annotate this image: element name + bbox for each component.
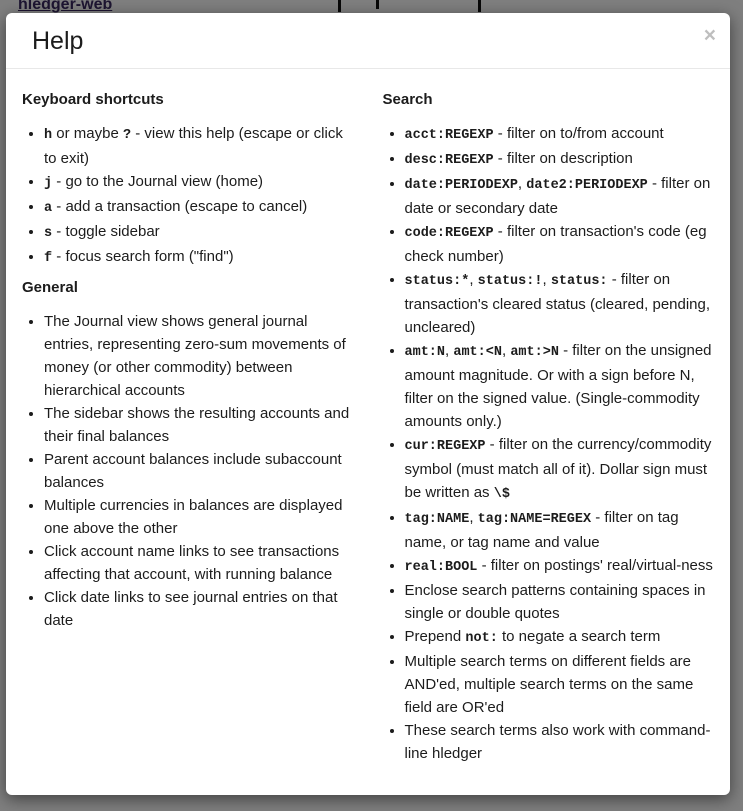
help-item xyxy=(405,268,714,339)
help-text: Multiple search terms on different fields are AND'ed, multiple search terms on the same field are OR'ed xyxy=(404,653,694,716)
code-term: status:! xyxy=(477,274,543,289)
code-term: not: xyxy=(465,631,498,646)
help-text: - view this help (escape or click to exit) xyxy=(44,125,343,167)
help-item xyxy=(405,625,714,650)
help-text: - filter on postings' real/virtual-ness xyxy=(477,557,713,574)
help-text: to negate a search term xyxy=(497,628,661,645)
help-text: , xyxy=(469,271,478,288)
help-text: , xyxy=(501,342,511,359)
help-item xyxy=(44,310,353,402)
help-text: Enclose search patterns containing spaces in single or double quotes xyxy=(404,582,706,622)
help-item xyxy=(44,122,353,170)
help-item xyxy=(44,195,353,220)
code-term: date:PERIODEXP xyxy=(404,178,518,193)
help-item xyxy=(405,506,714,554)
code-term: amt:>N xyxy=(510,345,559,360)
code-term: cur:REGEXP xyxy=(404,439,486,454)
help-item xyxy=(44,540,353,586)
help-list xyxy=(383,122,714,765)
code-term: status:* xyxy=(404,274,470,289)
help-text: - filter on the currency/commodity symbol (must match all of it). Dollar sign must be written as xyxy=(404,436,712,501)
section-heading: Keyboard shortcuts xyxy=(22,91,164,108)
help-item xyxy=(44,220,353,245)
help-item xyxy=(405,579,714,625)
code-term: desc:REGEXP xyxy=(404,153,494,168)
help-item xyxy=(405,122,714,147)
code-term: h xyxy=(44,128,53,143)
help-text: - filter on transaction's code (eg check number) xyxy=(404,223,707,265)
code-term: acct:REGEXP xyxy=(404,128,494,143)
modal-header xyxy=(6,13,730,69)
help-item xyxy=(44,402,353,448)
help-list xyxy=(22,310,353,632)
help-text: Click date links to see journal entries on that date xyxy=(44,589,338,629)
help-text: These search terms also work with command-line hledger xyxy=(404,722,711,762)
modal-title: Help xyxy=(32,27,84,55)
help-item xyxy=(44,586,353,632)
help-text: - filter on the unsigned amount magnitude. Or with a sign before N, filter on the signed value. (Single-commodity amounts only.) xyxy=(404,342,712,430)
code-term: tag:NAME=REGEX xyxy=(477,512,592,527)
help-item xyxy=(405,650,714,719)
help-text: , xyxy=(542,271,551,288)
code-term: amt:N xyxy=(404,345,446,360)
help-text: The sidebar shows the resulting accounts and their final balances xyxy=(44,405,350,445)
help-list xyxy=(22,122,353,270)
help-text: , xyxy=(517,175,527,192)
help-text: - add a transaction (escape to cancel) xyxy=(52,198,308,215)
help-item xyxy=(405,339,714,433)
help-item xyxy=(405,220,714,268)
help-item xyxy=(405,433,714,506)
help-item xyxy=(405,147,714,172)
code-term: a xyxy=(44,201,53,216)
modal-body xyxy=(6,69,730,788)
code-term: amt:<N xyxy=(453,345,502,360)
help-text: Multiple currencies in balances are displayed one above the other xyxy=(44,497,343,537)
help-text: - focus search form ("find") xyxy=(52,248,234,265)
help-item xyxy=(405,719,714,765)
help-item xyxy=(44,448,353,494)
help-column-right xyxy=(383,84,714,773)
help-text: - filter on tag name, or tag name and value xyxy=(404,509,679,551)
help-text: - toggle sidebar xyxy=(52,223,160,240)
code-term: code:REGEXP xyxy=(404,226,494,241)
help-item xyxy=(44,494,353,540)
help-text: , xyxy=(469,509,478,526)
help-text: Prepend xyxy=(404,628,466,645)
help-modal xyxy=(6,13,730,795)
section-heading: General xyxy=(22,279,78,296)
help-text: , xyxy=(445,342,454,359)
code-term: f xyxy=(44,251,53,266)
section-heading: Search xyxy=(382,91,433,108)
help-text: The Journal view shows general journal entries, representing zero-sum movements of money (or other commodity) between hierarchical accounts xyxy=(44,313,346,399)
code-term: s xyxy=(44,226,53,241)
help-text: Click account name links to see transactions affecting that account, with running balance xyxy=(44,543,340,583)
help-text: - go to the Journal view (home) xyxy=(52,173,264,190)
code-term: tag:NAME xyxy=(404,512,470,527)
help-text: - filter on date or secondary date xyxy=(404,175,711,217)
help-item xyxy=(44,170,353,195)
close-icon[interactable]: × xyxy=(703,24,716,47)
help-item xyxy=(405,554,714,579)
code-term: \$ xyxy=(493,487,510,502)
help-text: or maybe xyxy=(52,125,123,142)
help-item xyxy=(405,172,714,220)
help-item xyxy=(44,245,353,270)
help-column-left xyxy=(22,84,353,773)
help-text: Parent account balances include subaccount balances xyxy=(44,451,342,491)
code-term: date2:PERIODEXP xyxy=(526,178,648,193)
code-term: real:BOOL xyxy=(404,560,478,575)
help-text: - filter on transaction's cleared status (cleared, pending, uncleared) xyxy=(404,271,711,336)
help-text: - filter on to/from account xyxy=(493,125,664,142)
help-text: - filter on description xyxy=(493,150,633,167)
code-term: status: xyxy=(550,274,608,289)
code-term: j xyxy=(44,176,53,191)
code-term: ? xyxy=(122,128,132,143)
